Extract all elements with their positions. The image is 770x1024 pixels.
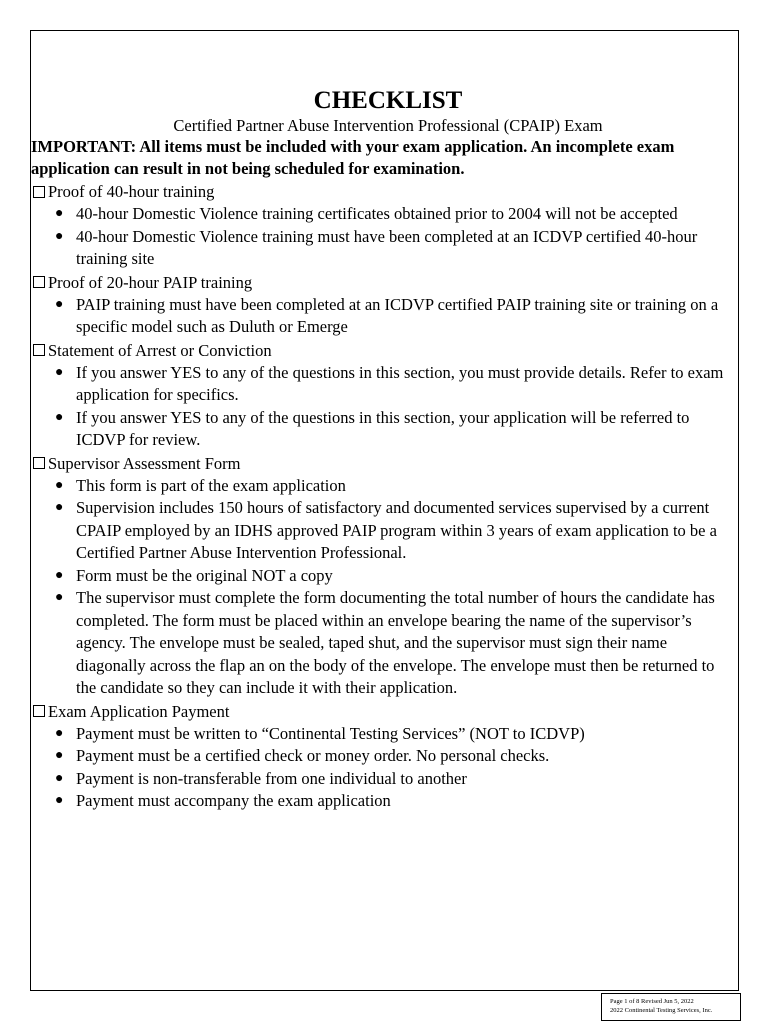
list-item (31, 407, 731, 452)
list-item (31, 362, 731, 407)
list-item (31, 475, 731, 498)
bullet-list (31, 362, 731, 452)
list-item (31, 565, 731, 588)
list-item-text: Payment is non-transferable from one individual to another (76, 768, 467, 788)
checklist-item (31, 339, 731, 362)
bullet-list (31, 475, 731, 700)
checklist-item-label: Proof of 40-hour training (48, 182, 215, 201)
list-item (31, 745, 731, 768)
bullet-icon: ● (55, 748, 64, 763)
bullet-icon: ● (55, 228, 64, 244)
checkbox-icon[interactable] (33, 457, 45, 469)
list-item (31, 587, 731, 700)
footer-revision-box (601, 993, 741, 1021)
bullet-icon: ● (55, 409, 64, 425)
page-subtitle: Certified Partner Abuse Intervention Professional (CPAIP) Exam (173, 116, 603, 135)
checklist-item-label: Proof of 20-hour PAIP training (48, 272, 253, 292)
list-item-text: The supervisor must complete the form documenting the total number of hours the candidate has completed. The form must be placed within an envelope bearing the name of the supervisor’s agency. The envelope must be sealed, taped shut, and the supervisor must sign their name diagonally across the flap an on the body of the envelope. The envelope must then be returned to the candidate so they can include it with their application. (76, 588, 715, 697)
bullet-icon: ● (55, 500, 64, 515)
important-notice: IMPORTANT: All items must be included with your exam application. An incomplete exam application can result in not being scheduled for examination. (31, 137, 675, 178)
list-item-text: Payment must be a certified check or money order. No personal checks. (76, 746, 550, 765)
list-item-text: Payment must be written to “Continental Testing Services” (NOT to ICDVP) (76, 723, 585, 743)
list-item-text: Form must be the original NOT a copy (76, 565, 333, 585)
bullet-list (31, 203, 731, 271)
list-item-text: If you answer YES to any of the questions in this section, your application will be referred to ICDVP for review. (76, 407, 690, 449)
bullet-icon: ● (55, 725, 64, 741)
checklist-item (31, 271, 731, 294)
list-item (31, 790, 731, 813)
list-item-text: 40-hour Domestic Violence training certificates obtained prior to 2004 will not be accepted (76, 204, 678, 223)
list-item-text: PAIP training must have been completed at an ICDVP certified PAIP training site or training on a specific model such as Duluth or Emerge (76, 294, 719, 336)
list-item-text: 40-hour Domestic Violence training must have been completed at an ICDVP certified 40-hour training site (76, 226, 698, 268)
list-item-text: Payment must accompany the exam application (76, 791, 391, 810)
list-item-text: Supervision includes 150 hours of satisfactory and documented services supervised by a current CPAIP employed by an IDHS approved PAIP program within 3 years of exam application to be a Certified Partner Abuse Intervention Professional. (76, 498, 717, 562)
bullet-icon: ● (55, 364, 64, 380)
list-item (31, 497, 731, 565)
checklist-sections (31, 180, 731, 813)
checklist-item (31, 452, 731, 475)
checklist-item-label: Supervisor Assessment Form (48, 453, 241, 473)
bullet-icon: ● (55, 567, 64, 583)
checkbox-icon[interactable] (33, 276, 45, 288)
checkbox-icon[interactable] (33, 705, 45, 717)
bullet-icon: ● (55, 296, 64, 312)
page-title: CHECKLIST (313, 87, 463, 114)
list-item-text: This form is part of the exam application (76, 475, 346, 495)
document-body (31, 86, 731, 813)
bullet-icon: ● (55, 206, 64, 221)
bullet-icon: ● (55, 590, 64, 605)
bullet-icon: ● (55, 793, 64, 808)
checkbox-icon[interactable] (33, 344, 45, 356)
checkbox-icon[interactable] (33, 186, 45, 198)
checklist-item (31, 700, 731, 723)
list-item (31, 723, 731, 746)
checklist-item (31, 180, 731, 203)
footer-page-revised: Page 1 of 8 Revised Jun 5, 2022 (610, 998, 694, 1005)
bullet-icon: ● (55, 477, 64, 493)
checklist-item-label: Exam Application Payment (48, 701, 230, 721)
list-item (31, 294, 731, 339)
list-item (31, 226, 731, 271)
bullet-icon: ● (55, 770, 64, 786)
bullet-list (31, 294, 731, 339)
checklist-item-label: Statement of Arrest or Conviction (48, 340, 272, 360)
list-item (31, 203, 731, 226)
footer-copyright: 2022 Continental Testing Services, Inc. (610, 1007, 713, 1014)
list-item (31, 768, 731, 791)
bullet-list (31, 723, 731, 813)
list-item-text: If you answer YES to any of the questions in this section, you must provide details. Refer to exam application for specifics. (76, 362, 724, 404)
